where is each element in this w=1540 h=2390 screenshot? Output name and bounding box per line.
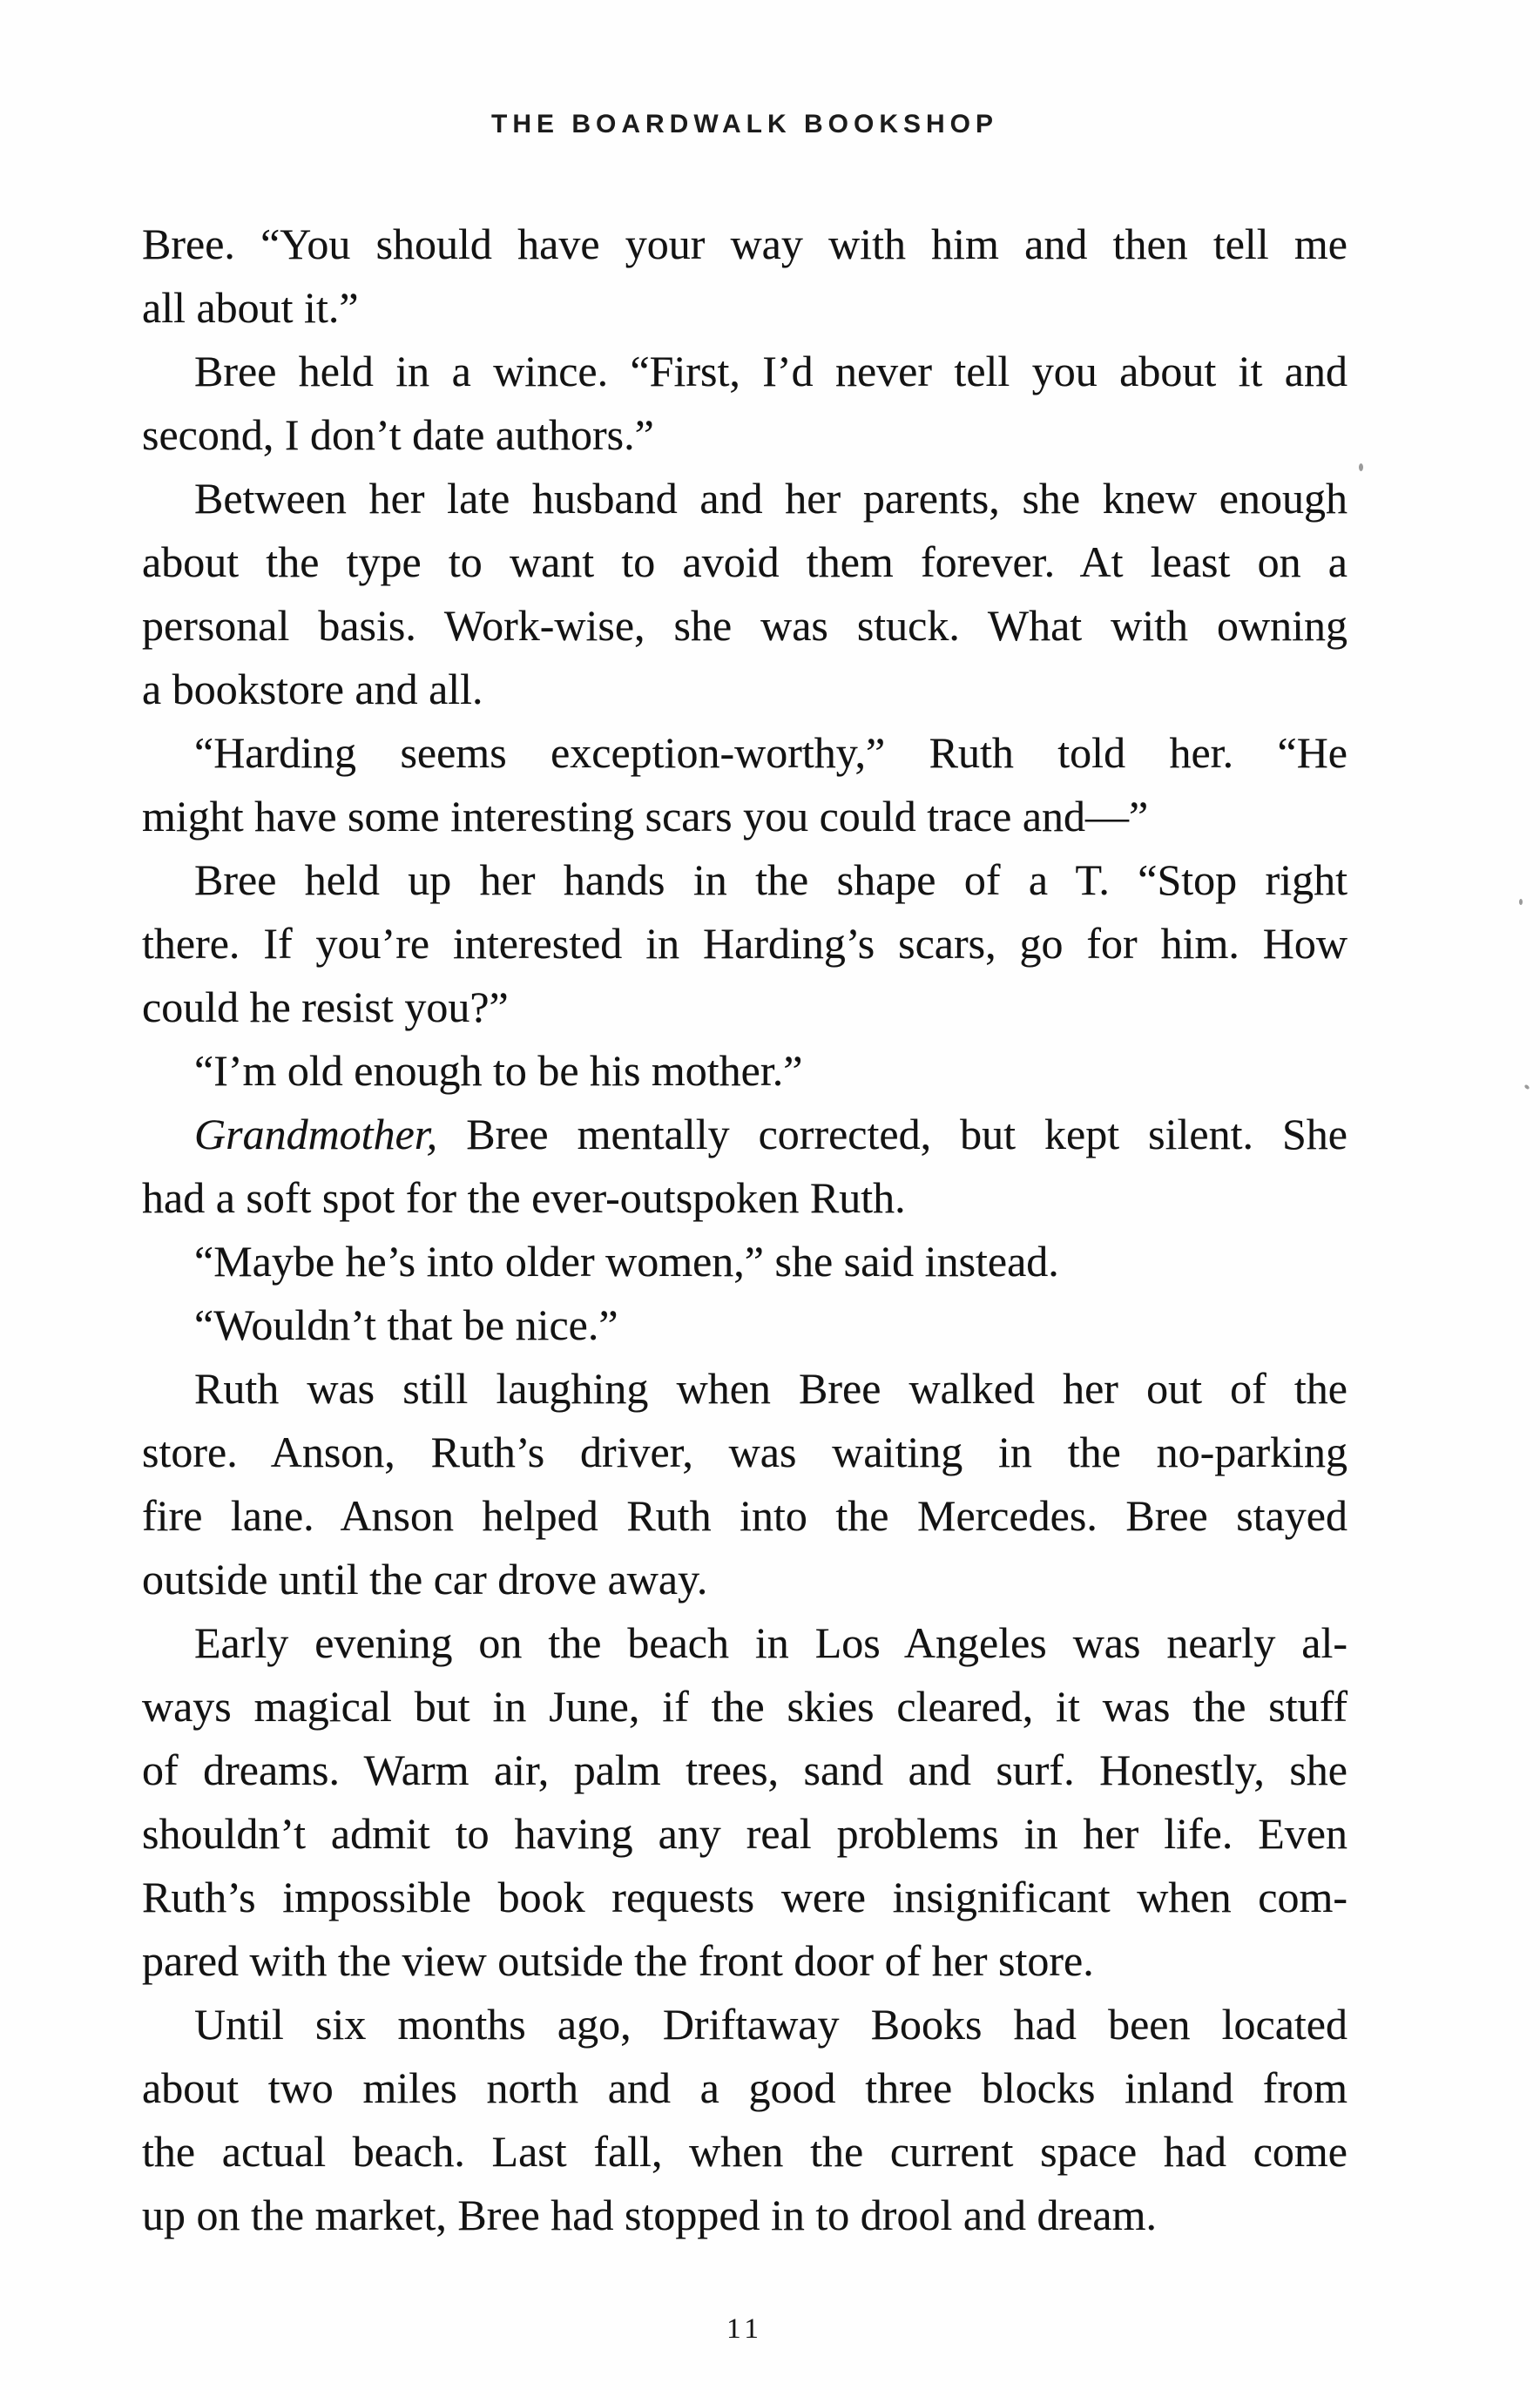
- text-line: shouldn’t admit to having any real problems in her life. Even: [142, 1809, 1348, 1858]
- text-line: Grandmother, Bree mentally corrected, but kept silent. She: [194, 1110, 1348, 1158]
- text-line: about the type to want to avoid them forever. At least on a: [142, 537, 1348, 586]
- paragraph: [142, 340, 1348, 467]
- scan-speckle: [1519, 899, 1523, 905]
- text-line: store. Anson, Ruth’s driver, was waiting in the no-parking: [142, 1428, 1348, 1476]
- paragraph: [142, 1230, 1348, 1293]
- text-line: could he resist you?”: [142, 982, 509, 1031]
- paragraph: [142, 213, 1348, 340]
- text-line: might have some interesting scars you could trace and—”: [142, 792, 1149, 841]
- text-line: Early evening on the beach in Los Angeles was nearly al-: [194, 1618, 1348, 1667]
- text-line: Ruth’s impossible book requests were insignificant when com-: [142, 1873, 1348, 1921]
- paragraph: [142, 721, 1348, 848]
- paragraph: [142, 1103, 1348, 1230]
- text-line: pared with the view outside the front door of her store.: [142, 1936, 1094, 1985]
- running-header: THE BOARDWALK BOOKSHOP: [491, 110, 998, 138]
- paragraph: [142, 848, 1348, 1039]
- text-line: had a soft spot for the ever-outspoken Ruth.: [142, 1173, 906, 1222]
- text-line: outside until the car drove away.: [142, 1555, 708, 1603]
- text-line: Bree held in a wince. “First, I’d never tell you about it and: [194, 347, 1348, 395]
- text-line: fire lane. Anson helped Ruth into the Mercedes. Bree stayed: [142, 1491, 1348, 1540]
- page-number: 11: [726, 2313, 763, 2345]
- text-line: ways magical but in June, if the skies cleared, it was the stuff: [142, 1682, 1348, 1731]
- text-line: all about it.”: [142, 283, 359, 332]
- text-line: “I’m old enough to be his mother.”: [194, 1046, 803, 1095]
- scan-speckle: [1523, 1084, 1530, 1090]
- text-line: a bookstore and all.: [142, 665, 483, 713]
- text-line: Between her late husband and her parents, she knew enough: [194, 474, 1348, 523]
- text-line: “Maybe he’s into older women,” she said instead.: [194, 1237, 1059, 1286]
- text-line: second, I don’t date authors.”: [142, 410, 654, 459]
- text-line: “Wouldn’t that be nice.”: [194, 1300, 618, 1349]
- text-line: Bree. “You should have your way with him and then tell me: [142, 219, 1348, 268]
- text-line: there. If you’re interested in Harding’s scars, go for him. How: [142, 919, 1348, 968]
- text-line: personal basis. Work-wise, she was stuck. What with owning: [142, 601, 1348, 650]
- text-line: “Harding seems exception-worthy,” Ruth told her. “He: [194, 728, 1348, 777]
- paragraph: [142, 1039, 1348, 1103]
- paragraph: [142, 1293, 1348, 1357]
- text-line: Ruth was still laughing when Bree walked her out of the: [194, 1364, 1348, 1413]
- body-text: [142, 213, 1348, 2247]
- scan-speckle: [1359, 463, 1363, 471]
- paragraph: [142, 1611, 1348, 1993]
- text-line: of dreams. Warm air, palm trees, sand and surf. Honestly, she: [142, 1745, 1348, 1794]
- text-line: about two miles north and a good three blocks inland from: [142, 2063, 1348, 2112]
- paragraph: [142, 1993, 1348, 2247]
- text-line: the actual beach. Last fall, when the current space had come: [142, 2127, 1348, 2176]
- text-line: Bree held up her hands in the shape of a T. “Stop right: [194, 855, 1348, 904]
- paragraph: [142, 1357, 1348, 1611]
- text-line: Until six months ago, Driftaway Books had been located: [194, 2000, 1348, 2049]
- paragraph: [142, 467, 1348, 721]
- text-line: up on the market, Bree had stopped in to drool and dream.: [142, 2191, 1157, 2239]
